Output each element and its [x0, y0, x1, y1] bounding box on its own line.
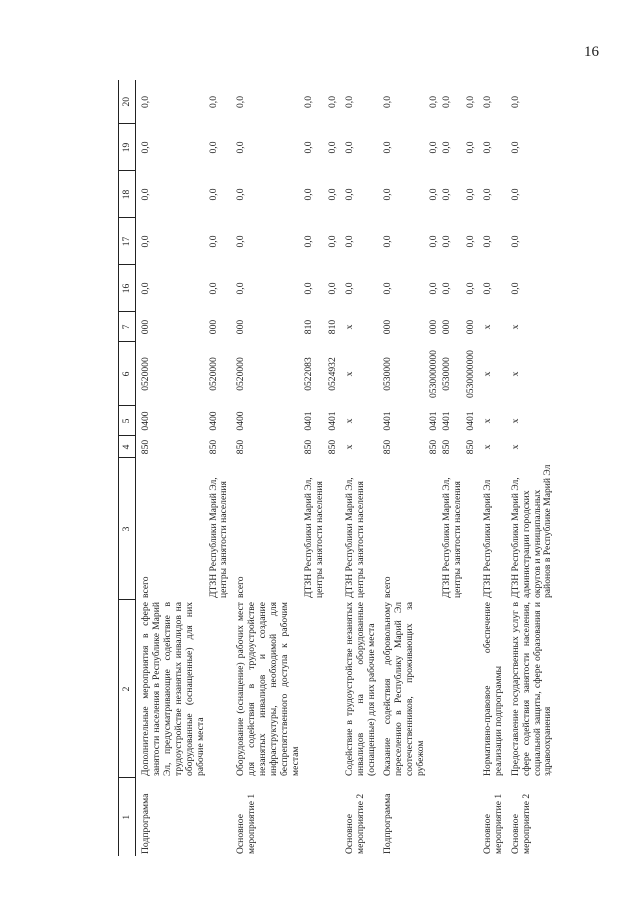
cell-c4: x [481, 444, 493, 450]
cell-c2 [327, 600, 340, 778]
cell-c20: 0,0 [428, 96, 440, 108]
cell-c4: x [509, 444, 521, 450]
cell-c19: 0,0 [302, 141, 314, 154]
cell-c16: 0,0 [140, 282, 151, 295]
col-header-5: 5 [119, 406, 136, 436]
table-row [478, 80, 506, 856]
cell-c1: Подпрограмма [382, 793, 394, 854]
cell-c2 [441, 600, 465, 778]
cell-c3: ДТЗН Республики Марий Эл [481, 479, 493, 598]
cell-c7: 000 [140, 319, 151, 335]
cell-c17: 0,0 [509, 235, 521, 248]
cell-c2 [208, 600, 232, 778]
cell-c7: 000 [207, 319, 219, 335]
cell-c4: 850 [207, 439, 219, 455]
cell-c6: 0520000 [207, 357, 219, 391]
table-row [231, 80, 303, 856]
cell-c20: 0,0 [441, 96, 453, 108]
cell-c1 [428, 778, 441, 856]
cell-c16: 0,0 [464, 282, 476, 295]
cell-c16: 0,0 [326, 282, 338, 295]
cell-c7: 810 [302, 319, 314, 335]
cell-c3: ДТЗН Республики Марий Эл, администрации городских округов и муниципальных районов в Республике Марий Эл [509, 464, 554, 598]
cell-c6: 0524932 [326, 357, 338, 391]
cell-c17: 0,0 [235, 235, 247, 248]
cell-c4: 850 [235, 439, 247, 455]
cell-c4: 850 [140, 439, 151, 455]
cell-c1 [327, 778, 340, 856]
cell-c18: 0,0 [382, 188, 394, 201]
cell-c17: 0,0 [302, 235, 314, 248]
cell-c17: 0,0 [382, 235, 394, 248]
cell-c20: 0,0 [326, 96, 338, 108]
cell-c3: ДТЗН Республики Марий Эл, центры занятости населения [441, 477, 463, 598]
cell-c5: 0401 [326, 411, 338, 431]
cell-c20: 0,0 [140, 96, 151, 108]
cell-c2: Нормативно-правовое обеспечение реализации подпрограммы [481, 602, 504, 776]
cell-c17: 0,0 [326, 235, 338, 248]
cell-c17: 0,0 [441, 235, 453, 248]
cell-c18: 0,0 [235, 188, 247, 201]
cell-c4: 850 [441, 439, 453, 455]
cell-c7: 000 [428, 319, 440, 335]
cell-c16: 0,0 [207, 282, 219, 295]
cell-c19: 0,0 [382, 141, 394, 154]
cell-c2: Оборудование (оснащение) рабочих мест для содействия в трудоустройстве незанятых инвалидов и создание инфраструктуры, необходимой для беспрепятственного доступа к рабочим местам [235, 602, 301, 776]
table-body [136, 80, 556, 856]
table-row [428, 80, 441, 856]
cell-c7: x [343, 324, 355, 330]
cell-c7: 000 [441, 319, 453, 335]
cell-c19: 0,0 [441, 141, 453, 154]
cell-c17: 0,0 [343, 235, 355, 248]
cell-c6: 0530000 [382, 357, 394, 391]
cell-c20: 0,0 [207, 96, 219, 108]
cell-c6: 0530000 [441, 357, 453, 391]
cell-c19: 0,0 [140, 141, 151, 154]
cell-c7: 810 [326, 319, 338, 335]
table-row [441, 80, 465, 856]
col-header-16: 16 [119, 265, 136, 312]
cell-c7: x [481, 324, 493, 330]
col-header-19: 19 [119, 124, 136, 171]
cell-c18: 0,0 [464, 188, 476, 201]
cell-c20: 0,0 [509, 96, 521, 108]
cell-c5: 0401 [464, 411, 476, 431]
cell-c5: x [509, 418, 521, 424]
cell-c20: 0,0 [481, 96, 493, 108]
cell-c3: ДТЗН Республики Марий Эл, центры занятости населения [343, 477, 366, 598]
cell-c1 [303, 778, 327, 856]
cell-c16: 0,0 [428, 282, 440, 295]
cell-c5: 0400 [140, 411, 151, 431]
cell-c5: x [343, 418, 355, 424]
cell-c20: 0,0 [343, 96, 355, 108]
cell-c4: x [343, 444, 355, 450]
cell-c19: 0,0 [509, 141, 521, 154]
cell-c16: 0,0 [235, 282, 247, 295]
table-row [327, 80, 340, 856]
cell-c6: x [481, 371, 493, 377]
cell-c6: 0530000000 [428, 350, 440, 398]
cell-c18: 0,0 [302, 188, 314, 201]
cell-c5: 0400 [207, 411, 219, 431]
cell-c1: Основное мероприятие 1 [235, 793, 258, 854]
cell-c18: 0,0 [509, 188, 521, 201]
cell-c5: x [481, 418, 493, 424]
cell-c18: 0,0 [441, 188, 453, 201]
cell-c2 [303, 600, 327, 778]
cell-c1: Основное мероприятие 1 [481, 793, 504, 854]
cell-c18: 0,0 [428, 188, 440, 201]
cell-c19: 0,0 [343, 141, 355, 154]
cell-c20: 0,0 [382, 96, 394, 108]
table-row [465, 80, 478, 856]
cell-c3 [327, 458, 340, 600]
cell-c2: Дополнительные мероприятия в сфере занятости населения в Республике Марий Эл, предусматривающие содействие в трудоустройстве незанятых инвалидов на оборудованные (оснащенные) для них рабочие места [140, 602, 206, 776]
cell-c7: 000 [235, 319, 247, 335]
cell-c4: 850 [302, 439, 314, 455]
cell-c3: всего [140, 576, 151, 598]
page-number: 16 [584, 44, 599, 60]
col-header-20: 20 [119, 80, 136, 124]
cell-c2: Содействие в трудоустройстве незанятых инвалидов на оборудованные (оснащенные) для них рабочие места [343, 602, 377, 776]
cell-c16: 0,0 [343, 282, 355, 295]
budget-table [118, 80, 555, 856]
cell-c16: 0,0 [509, 282, 521, 295]
cell-c19: 0,0 [481, 141, 493, 154]
cell-c20: 0,0 [464, 96, 476, 108]
cell-c4: 850 [428, 439, 440, 455]
cell-c16: 0,0 [302, 282, 314, 295]
cell-c18: 0,0 [343, 188, 355, 201]
cell-c5: 0401 [382, 411, 394, 431]
cell-c1 [208, 778, 232, 856]
cell-c4: 850 [382, 439, 394, 455]
cell-c19: 0,0 [326, 141, 338, 154]
cell-c1 [465, 778, 478, 856]
cell-c1: Подпрограмма [140, 793, 151, 854]
cell-c3: ДТЗН Республики Марий Эл, центры занятости населения [207, 477, 230, 598]
cell-c3: всего [235, 576, 247, 598]
cell-c6: 0520000 [235, 357, 247, 391]
cell-c17: 0,0 [207, 235, 219, 248]
cell-c1 [441, 778, 465, 856]
cell-c17: 0,0 [481, 235, 493, 248]
cell-c17: 0,0 [428, 235, 440, 248]
cell-c19: 0,0 [207, 141, 219, 154]
cell-c6: 0522083 [302, 357, 314, 391]
cell-c5: 0400 [235, 411, 247, 431]
cell-c5: 0401 [428, 411, 440, 431]
table-row [136, 80, 208, 856]
cell-c3: ДТЗН Республики Марий Эл, центры занятости населения [302, 477, 325, 598]
col-header-7: 7 [119, 312, 136, 342]
cell-c5: 0401 [441, 411, 453, 431]
cell-c4: 850 [326, 439, 338, 455]
cell-c2: Предоставление государственных услуг в сфере содействия занятости населения, социальной защиты, сфере образования и здравоохранения [509, 602, 554, 776]
table-row [378, 80, 428, 856]
cell-c17: 0,0 [140, 235, 151, 248]
cell-c6: x [343, 371, 355, 377]
cell-c6: 0520000 [140, 357, 151, 391]
cell-c3 [465, 458, 478, 600]
cell-c19: 0,0 [235, 141, 247, 154]
cell-c5: 0401 [302, 411, 314, 431]
cell-c20: 0,0 [302, 96, 314, 108]
cell-c19: 0,0 [428, 141, 440, 154]
header-row [119, 80, 136, 856]
cell-c18: 0,0 [481, 188, 493, 201]
cell-c2 [428, 600, 441, 778]
cell-c18: 0,0 [140, 188, 151, 201]
cell-c3 [428, 458, 441, 600]
col-header-1: 1 [119, 778, 136, 856]
cell-c6: 0530000000 [464, 350, 476, 398]
cell-c1: Основное мероприятие 2 [343, 793, 366, 854]
cell-c7: 000 [382, 319, 394, 335]
table-row [340, 80, 379, 856]
col-header-3: 3 [119, 458, 136, 600]
cell-c17: 0,0 [464, 235, 476, 248]
cell-c19: 0,0 [464, 141, 476, 154]
cell-c18: 0,0 [326, 188, 338, 201]
cell-c2: Оказание содействия добровольному переселению в Республику Марий Эл соотечественников, проживающих за рубежом [382, 602, 427, 776]
table-row [303, 80, 327, 856]
cell-c16: 0,0 [481, 282, 493, 295]
col-header-6: 6 [119, 342, 136, 406]
col-header-18: 18 [119, 171, 136, 218]
col-header-17: 17 [119, 218, 136, 265]
cell-c16: 0,0 [382, 282, 394, 295]
cell-c2 [465, 600, 478, 778]
table-row [506, 80, 556, 856]
cell-c18: 0,0 [207, 188, 219, 201]
cell-c7: 000 [464, 319, 476, 335]
cell-c16: 0,0 [441, 282, 453, 295]
cell-c1: Основное мероприятие 2 [509, 793, 532, 854]
col-header-2: 2 [119, 600, 136, 778]
cell-c4: 850 [464, 439, 476, 455]
rotated-table-container [118, 80, 598, 856]
table-row [208, 80, 232, 856]
col-header-4: 4 [119, 436, 136, 458]
cell-c7: x [509, 324, 521, 330]
cell-c6: x [509, 371, 521, 377]
cell-c20: 0,0 [235, 96, 247, 108]
cell-c3: всего [382, 576, 394, 598]
